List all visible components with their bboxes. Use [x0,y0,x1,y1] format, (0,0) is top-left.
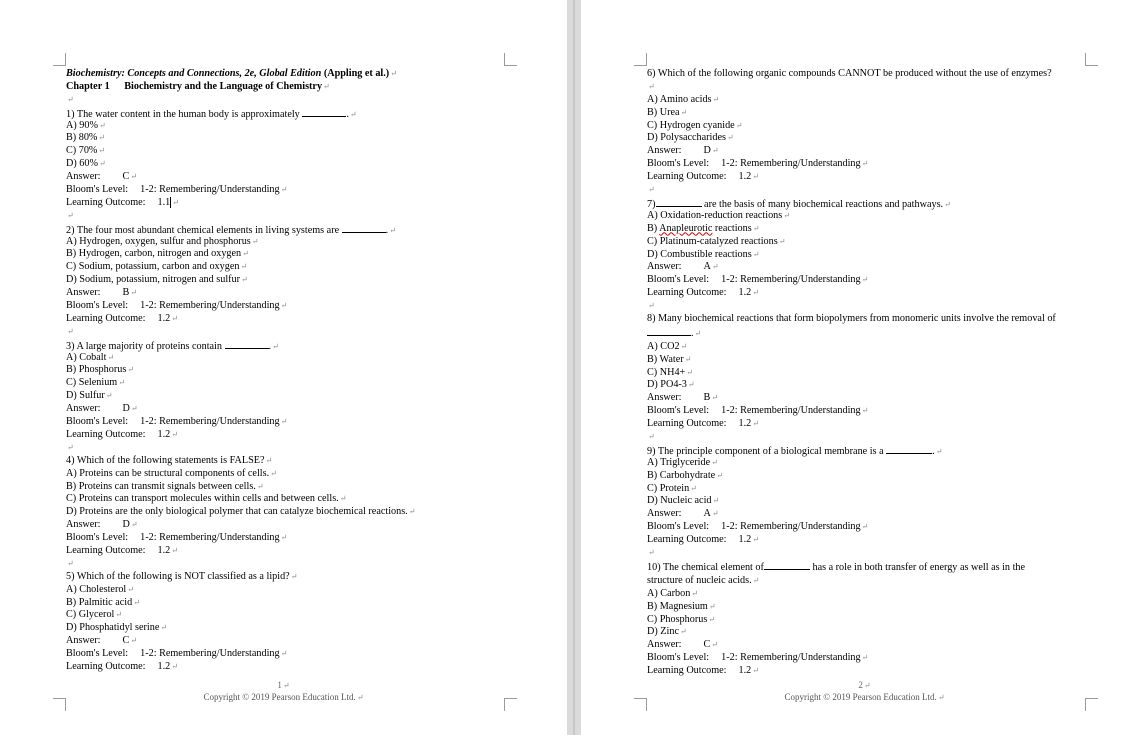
question-text: 6) Which of the following organic compounds CANNOT be produced without the use of enzymes? [647,68,1052,79]
option: C) Glycerol [66,609,115,621]
learning-outcome: 1.2 [157,544,171,556]
option: C) Hydrogen cyanide [647,119,735,131]
option: A) Proteins can be structural components of cells. [66,467,270,479]
question-text: 4) Which of the following statements is FALSE? [66,454,265,466]
question-text: 2) The four most abundant chemical elements in living systems are [66,224,340,236]
page-separator [573,0,575,735]
option: B) Carbohydrate [647,469,716,481]
blooms-level: 1-2: Remembering/Understanding [721,405,861,417]
option: A) Triglyceride [647,456,711,468]
option: C) Platinum-catalyzed reactions [647,235,778,247]
answer-blank [764,560,810,570]
answer-value: C [122,171,130,183]
option: C) Proteins can transport molecules within cells and between cells. [66,493,339,505]
option: D) Sulfur [66,390,105,402]
question-5: 5) Which of the following is NOT classified as a lipid?↵ A) Cholesterol↵ B) Palmitic acid↵ C) Glycerol↵ D) Phosphatidyl serine↵ Answer: C↵ Bloom's Level: 1-2: Remembering/Understanding↵ Learning Outcome: 1.2↵ [66,570,298,672]
option: B) Anapleurotic reactions [647,222,752,234]
option: A) Carbon [647,587,691,599]
blooms-level: 1-2: Remembering/Understanding [721,274,861,286]
option: A) 90% [66,119,98,131]
answer-value: A [703,508,711,520]
blooms-level: 1-2: Remembering/Understanding [140,532,280,544]
question-6: 6) Which of the following organic compounds CANNOT be produced without the use of enzymes?↵ A) Amino acids↵ B) Urea↵ C) Hydrogen cyanide↵ D) Polysaccharides↵ Answer: D↵ Bloom's Level: 1-2: Remembering/Understanding↵ Learning Outcome: 1.2↵ ↵ [647,68,1052,195]
question-10: 10) The chemical element of has a role in both transfer of energy as well as in the structure of nucleic acids.↵ A) Carbon↵ B) Magnesium↵ C) Phosphorus↵ D) Zinc↵ Answer: C↵ Bloom's Level: 1-2: Remembering/Understanding↵ Learning Outcome: 1.2↵ [647,561,1026,677]
answer-value: A [703,261,711,273]
blooms-level: 1-2: Remembering/Understanding [721,158,861,170]
option: D) PO4-3 [647,379,687,391]
option: C) Phosphorus [647,613,708,625]
option: B) Hydrogen, carbon, nitrogen and oxygen [66,248,242,260]
blooms-level: 1-2: Remembering/Understanding [140,416,280,428]
blooms-level: 1-2: Remembering/Understanding [140,648,280,660]
option: C) 70% [66,145,98,157]
option: A) Oxidation-reduction reactions [647,209,783,221]
option: D) Proteins are the only biological polymer that can catalyze biochemical reactions. [66,506,408,518]
crop-mark-top-right [1085,53,1098,66]
learning-outcome: 1.2 [157,428,171,440]
option: A) CO2 [647,340,680,352]
learning-outcome: 1.2 [738,171,752,183]
learning-outcome: 1.1 [157,196,171,208]
option: A) Cholesterol [66,583,127,595]
question-text: 3) A large majority of proteins contain [66,340,222,352]
question-text: 9) The principle component of a biological membrane is a [647,445,884,457]
learning-outcome: 1.2 [738,287,752,299]
option: B) 80% [66,132,98,144]
question-9: 9) The principle component of a biological membrane is a .↵ A) Triglyceride↵ B) Carbohydrate↵ C) Protein↵ D) Nucleic acid↵ Answer: A↵ Bloom's Level: 1-2: Remembering/Understanding↵ Learning Outcome: 1.2↵ ↵ [647,445,943,558]
answer-value: D [122,403,130,415]
page-number: 2↵ [858,680,871,690]
spellcheck-flagged-word[interactable]: Anapleurotic [659,222,713,234]
chapter-label: Chapter 1 [66,80,110,92]
page-1-body[interactable]: Biochemistry: Concepts and Connections, 2e, Global Edition (Appling et al.)↵ Chapter 1 Biochemistry and the Language of Chemistry↵ ↵ 1) The water content in the human body is approximately .↵ A) 90%↵ B) 80%↵ C) 70%↵ D) 60%↵ Answer: C↵ Bloom's Level: 1-2: Remembering/Understanding↵ Learning Outcome: 1.1 ↵ ↵ 2) The four most abundant chemical elements in living systems are .↵ A) Hydrogen, oxygen, sulfur and phosphorus↵ B) Hydrogen, carbon, nitrogen and oxygen↵ C) Sodium, potassium, carbon and oxygen↵ D) Sodium, potassium, nitrogen and sulfur↵ Answer: B↵ Bloom's Level: 1-2: Remembering/Understanding↵ Learning Outcome: 1.2↵ ↵ 3) A large majority of proteins contain .↵ A) Cobalt↵ B) Phosphorus↵ C) Selenium↵ D) Sulfur↵ Answer: D↵ Bloom's Level: 1-2: Remembering/Understanding↵ Learning Outcome: 1.2↵ ↵ 4) Which of the following statements is FALSE?↵ A) Proteins can be structural components of cells.↵ B) Proteins can transmit signals between cells.↵ C) Proteins can transport molecules within cells and between cells.↵ D) Proteins are the only biological polymer that can catalyze biochemical reactions.↵ Answer: D↵ Bloom's Level: 1-2: Remembering/Understanding↵ Learning Outcome: 1.2↵ ↵ 5) Which of the following is NOT classified as a lipid?↵ A) Cholesterol↵ B) Palmitic acid↵ C) Glycerol↵ D) Phosphatidyl serine↵ Answer: C↵ Bloom's Level: 1-2: Remembering/Understanding↵ Learning Outcome: 1.2↵ [66,68,506,674]
option: C) NH4+ [647,366,686,378]
question-text: 10) The chemical element of [647,561,764,573]
answer-value: B [122,287,130,299]
document-page-2[interactable] [581,0,1148,735]
answer-blank [656,197,702,207]
chapter-title: Biochemistry and the Language of Chemistry [124,80,323,92]
learning-outcome: 1.2 [157,660,171,672]
learning-outcome: 1.2 [738,665,752,677]
question-text: 5) Which of the following is NOT classified as a lipid? [66,570,290,582]
document-page-1[interactable] [0,0,567,735]
question-text: 1) The water content in the human body is approximately [66,108,300,120]
answer-value: B [703,392,711,404]
chapter-line: Chapter 1 Biochemistry and the Language of Chemistry↵ [66,80,330,92]
option: C) Sodium, potassium, carbon and oxygen [66,261,240,273]
answer-blank [342,223,386,233]
question-text: 8) Many biochemical reactions that form biopolymers from monomeric units involve the removal of [647,312,1056,324]
learning-outcome: 1.2 [738,418,752,430]
option: A) Amino acids [647,93,712,105]
authors: (Appling et al.) [323,68,390,79]
page-number: 1↵ [277,680,290,690]
option: C) Selenium [66,377,118,389]
option: D) Phosphatidyl serine [66,622,160,634]
copyright-footer: Copyright © 2019 Pearson Education Ltd.↵ [203,692,364,702]
answer-value: C [703,639,711,651]
copyright-footer: Copyright © 2019 Pearson Education Ltd.↵ [784,692,945,702]
question-4: 4) Which of the following statements is FALSE?↵ A) Proteins can be structural components of cells.↵ B) Proteins can transmit signals between cells.↵ C) Proteins can transport molecules within cells and between cells.↵ D) Proteins are the only biological polymer that can catalyze biochemical reactions.↵ Answer: D↵ Bloom's Level: 1-2: Remembering/Understanding↵ Learning Outcome: 1.2↵ ↵ [66,454,416,568]
question-1: 1) The water content in the human body is approximately .↵ A) 90%↵ B) 80%↵ C) 70%↵ D) 60%↵ Answer: C↵ Bloom's Level: 1-2: Remembering/Understanding↵ Learning Outcome: 1.1 ↵ ↵ [66,108,357,220]
option: A) Hydrogen, oxygen, sulfur and phosphorus [66,235,251,247]
option: B) Palmitic acid [66,596,133,608]
page-2-body[interactable] [647,68,1057,678]
option: C) Protein [647,482,690,494]
blooms-level: 1-2: Remembering/Understanding [721,652,861,664]
option: B) Proteins can transmit signals between cells. [66,480,256,492]
book-title: Biochemistry: Concepts and Connections, 2e, Global Edition [66,68,322,79]
answer-blank [886,444,932,454]
question-2: 2) The four most abundant chemical elements in living systems are .↵ A) Hydrogen, oxygen, sulfur and phosphorus↵ B) Hydrogen, carbon, nitrogen and oxygen↵ C) Sodium, potassium, carbon and oxygen↵ D) Sodium, potassium, nitrogen and sulfur↵ Answer: B↵ Bloom's Level: 1-2: Remembering/Understanding↵ Learning Outcome: 1.2↵ ↵ [66,224,396,336]
option: D) Polysaccharides [647,132,726,144]
blooms-level: 1-2: Remembering/Understanding [140,184,280,196]
option: D) Combustible reactions [647,248,752,260]
option: B) Water [647,353,684,365]
blooms-level: 1-2: Remembering/Understanding [140,300,280,312]
book-title-line: Biochemistry: Concepts and Connections, 2e, Global Edition (Appling et al.)↵ [66,68,397,79]
option: D) Sodium, potassium, nitrogen and sulfur [66,274,241,286]
answer-blank [225,339,269,349]
question-8: 8) Many biochemical reactions that form biopolymers from monomeric units involve the removal of.↵ A) CO2↵ B) Water↵ C) NH4+↵ D) PO4-3↵ Answer: B↵ Bloom's Level: 1-2: Remembering/Understanding↵ Learning Outcome: 1.2↵ ↵ [647,312,1056,441]
question-3: 3) A large majority of proteins contain .↵ A) Cobalt↵ B) Phosphorus↵ C) Selenium↵ D) Sulfur↵ Answer: D↵ Bloom's Level: 1-2: Remembering/Understanding↵ Learning Outcome: 1.2↵ ↵ [66,340,288,452]
crop-mark-top-left [53,53,66,66]
answer-value: C [122,635,130,647]
learning-outcome: 1.2 [157,312,171,324]
option: B) Phosphorus [66,364,127,376]
blooms-level: 1-2: Remembering/Understanding [721,521,861,533]
option: B) Magnesium [647,600,708,612]
question-7: 7) are the basis of many biochemical reactions and pathways.↵ A) Oxidation-reduction reactions↵ B) Anapleurotic reactions↵ C) Platinum-catalyzed reactions↵ D) Combustible reactions↵ Answer: A↵ Bloom's Level: 1-2: Remembering/Understanding↵ Learning Outcome: 1.2↵ ↵ [647,198,951,311]
option: D) 60% [66,158,98,170]
option: D) Zinc [647,626,679,638]
answer-value: D [122,519,130,531]
question-text: are the basis of many biochemical reactions and pathways. [704,198,944,210]
answer-blank [647,326,691,336]
crop-mark-top-left [634,53,647,66]
crop-mark-top-right [504,53,517,66]
option: D) Nucleic acid [647,495,712,507]
answer-blank [302,107,346,117]
option: A) Cobalt [66,351,107,363]
option: B) Urea [647,106,680,118]
learning-outcome: 1.2 [738,534,752,546]
answer-value: D [703,145,711,157]
